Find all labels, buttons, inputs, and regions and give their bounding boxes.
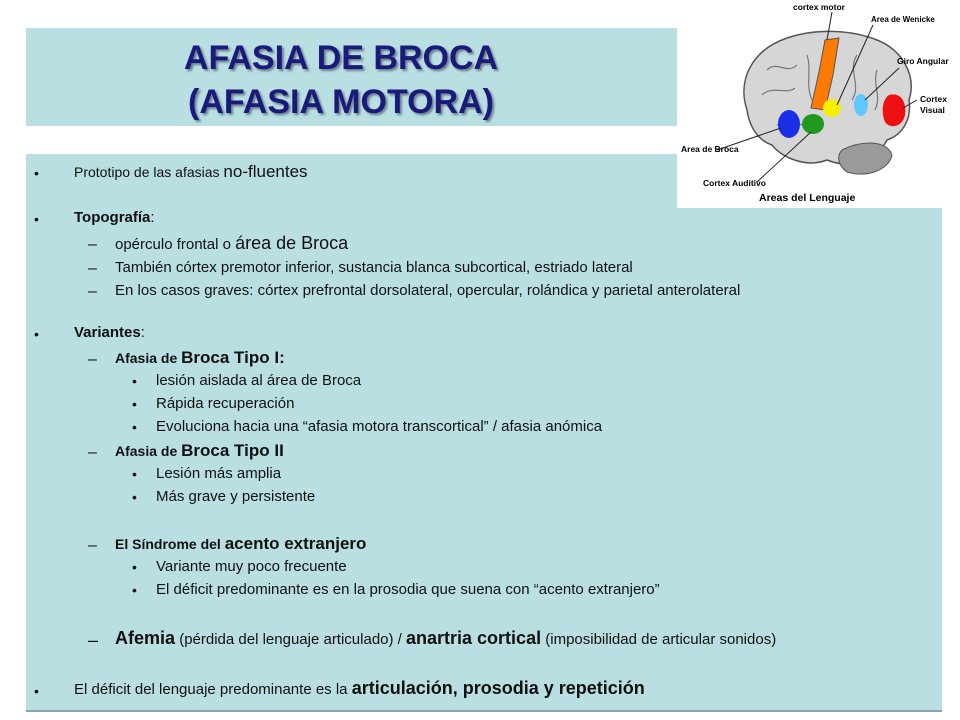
- text-broca-tipo-2: Broca Tipo II: [181, 441, 284, 460]
- cerebellum: [839, 143, 892, 174]
- label-topografia: Topografía: [74, 209, 151, 226]
- sub-casos-graves: En los casos graves: córtex prefrontal dorsolateral, opercular, rolándica y parietal anterolateral: [115, 282, 741, 299]
- slide-title: [26, 36, 656, 124]
- dash-marker: –: [88, 351, 97, 368]
- item-tipo2-0: Lesión más amplia: [156, 465, 282, 482]
- broca-area: [778, 110, 800, 138]
- bullet-variantes: [74, 324, 145, 341]
- bullet-marker: •: [34, 683, 39, 699]
- text-afasia-de: Afasia de: [115, 350, 182, 366]
- text-acento-extranjero: acento extranjero: [224, 534, 367, 553]
- label-area-broca: Area de Broca: [681, 144, 739, 154]
- title-line-2: (AFASIA MOTORA): [188, 83, 494, 121]
- text-operculo: opérculo frontal o: [115, 236, 236, 253]
- bullet-marker: •: [132, 559, 137, 575]
- text-prototipo: Prototipo de las afasias: [74, 164, 224, 180]
- brain-language-areas-figure: [677, 0, 960, 208]
- item-sindrome-1: El déficit predominante es en la prosodia que suena con “acento extranjero”: [156, 581, 660, 598]
- text-anartria: anartria cortical: [406, 628, 542, 648]
- bullet-prototipo: [74, 162, 308, 182]
- bullet-marker: •: [132, 466, 137, 482]
- sub-tipo-1: [115, 348, 285, 368]
- text-no-fluentes: no-fluentes: [223, 162, 308, 181]
- colon: :: [150, 209, 155, 226]
- sub-sindrome: [115, 534, 366, 554]
- label-cortex-auditivo: Cortex Auditivo: [703, 178, 766, 188]
- title-line-1: AFASIA DE BROCA: [183, 39, 499, 77]
- dash-marker: –: [88, 283, 97, 300]
- item-tipo1-0: lesión aislada al área de Broca: [156, 372, 362, 389]
- visual-cortex-area: [883, 94, 906, 126]
- bullet-deficit-final: [74, 678, 645, 699]
- text-afemia-def: (pérdida del lenguaje articulado) /: [175, 631, 407, 648]
- colon: :: [140, 324, 145, 341]
- dash-marker: –: [88, 236, 97, 253]
- angular-gyrus-area: [854, 94, 868, 116]
- bullet-marker: •: [34, 211, 39, 227]
- item-tipo1-2: Evoluciona hacia una “afasia motora transcortical” / afasia anómica: [156, 418, 603, 435]
- item-sindrome-0: Variante muy poco frecuente: [156, 558, 347, 575]
- sub-cortex-premotor: También córtex premotor inferior, sustancia blanca subcortical, estriado lateral: [115, 259, 633, 276]
- text-sindrome: El Síndrome del: [115, 536, 225, 552]
- label-cortex-motor: cortex motor: [793, 2, 845, 12]
- label-giro-angular: Giro Angular: [897, 56, 949, 66]
- text-area-broca: área de Broca: [235, 233, 349, 253]
- bullet-marker: •: [132, 419, 137, 435]
- bullet-marker: •: [34, 326, 39, 342]
- label-cortex-visual-1: Cortex: [920, 94, 947, 104]
- figure-caption: Areas del Lenguaje: [759, 192, 856, 204]
- bullet-topografia: [74, 209, 155, 226]
- label-variantes: Variantes: [74, 324, 141, 341]
- bullet-marker: •: [132, 396, 137, 412]
- bullet-marker: •: [132, 582, 137, 598]
- dash-marker: –: [88, 260, 97, 277]
- bullet-marker: •: [132, 489, 137, 505]
- bullet-marker: •: [34, 165, 39, 181]
- label-cortex-visual-2: Visual: [920, 105, 945, 115]
- text-broca-tipo-1: Broca Tipo I:: [181, 348, 285, 367]
- item-tipo1-1: Rápida recuperación: [156, 395, 295, 412]
- sub-tipo-2: [115, 441, 284, 461]
- text-afasia-de: Afasia de: [115, 443, 182, 459]
- dash-marker: –: [88, 444, 97, 461]
- dash-marker: –: [88, 630, 99, 650]
- text-articulacion: articulación, prosodia y repetición: [351, 678, 645, 698]
- text-deficit: El déficit del lenguaje predominante es la: [74, 681, 352, 698]
- text-anartria-def: (imposibilidad de articular sonidos): [541, 631, 777, 648]
- auditory-cortex-area: [802, 114, 824, 134]
- dash-marker: –: [88, 537, 97, 554]
- sub-opérculo: [115, 233, 348, 254]
- text-afemia: Afemia: [115, 628, 176, 648]
- bullet-marker: •: [132, 373, 137, 389]
- sub-afemia-anartria: [115, 628, 776, 649]
- item-tipo2-1: Más grave y persistente: [156, 488, 316, 505]
- label-wenicke: Area de Wenicke: [871, 15, 935, 24]
- brain-diagram: [677, 0, 960, 208]
